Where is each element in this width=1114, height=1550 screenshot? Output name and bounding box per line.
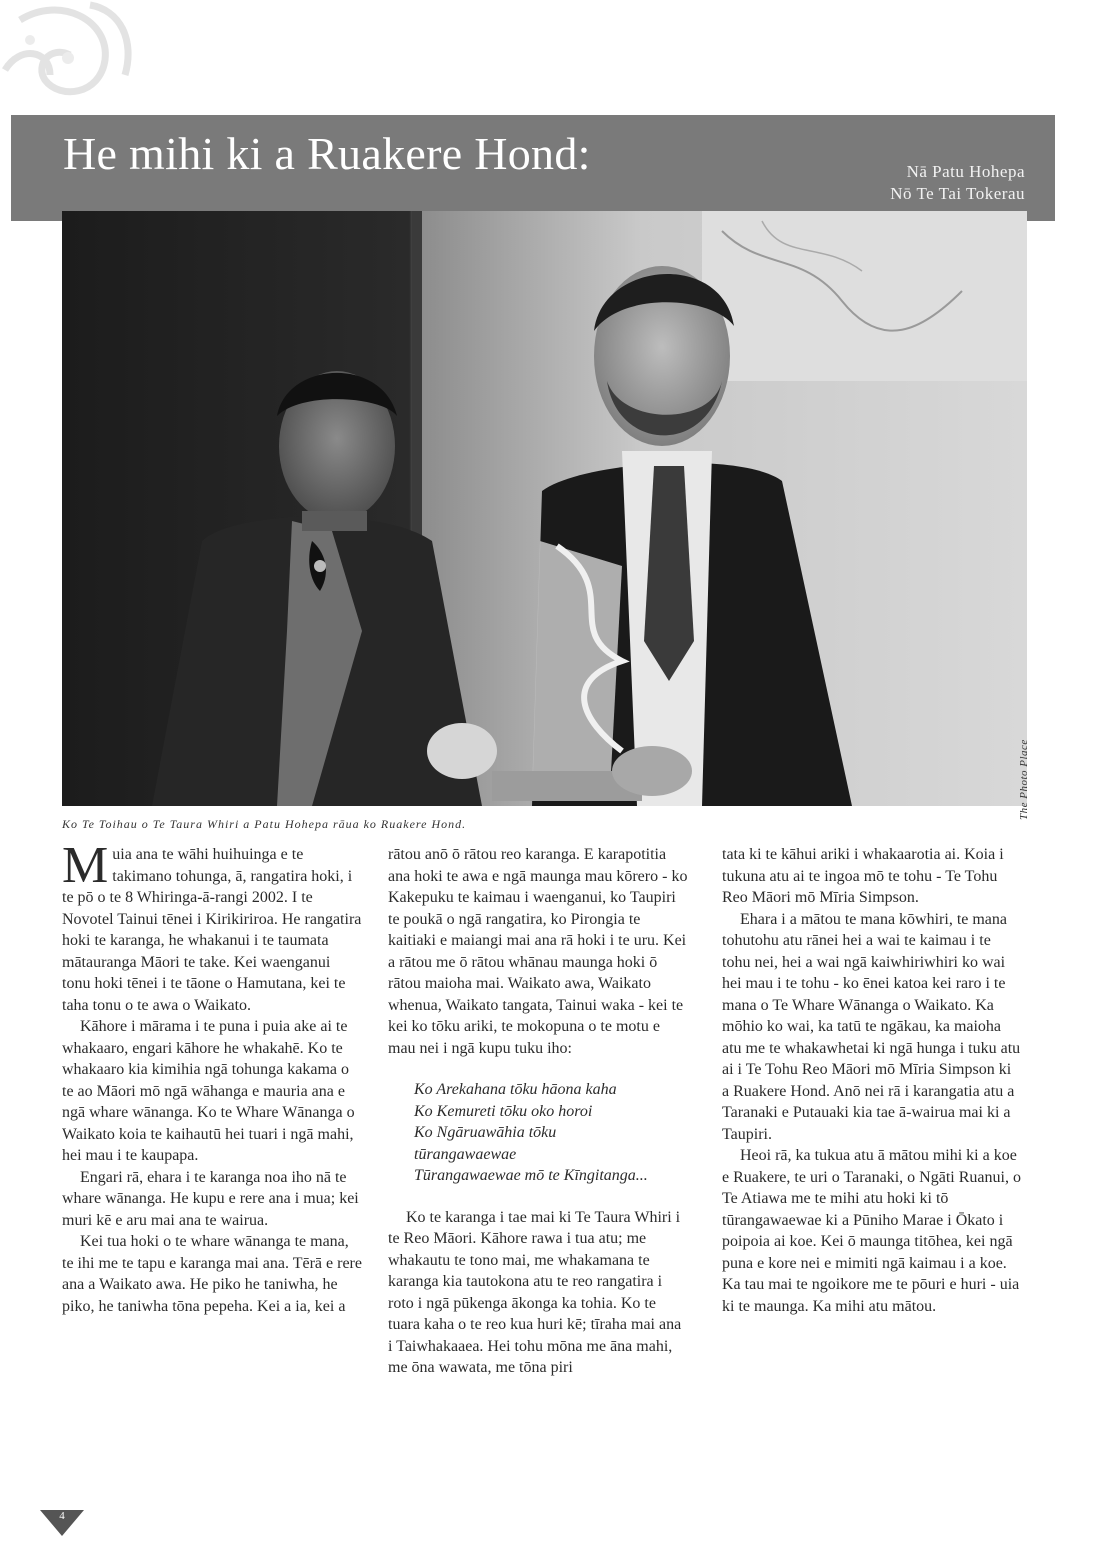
page-number-marker bbox=[40, 1510, 84, 1536]
paragraph: rātou anō ō rātou reo karanga. E karapotitia ana hoki te awa e ngā maunga mau kōrero - ko Kakepuku te kaimau i waenganui, ko Taupiri te poukā o ngā rangatira, ko Pirongia te kaitiaki e maiangi mai ana rā hoki i te uru. Kei a rātou me ō rātou whānau maunga hoki ō rātou maioha mai. Waikato awa, Waikato whenua, Waikato tangata, Tainui waka - kei te kei ko tōku ariki, te mokopuna o te motu e mau nei i ngā kupu tuku iho: bbox=[388, 846, 688, 1057]
poem-line: tūrangawaewae bbox=[414, 1145, 517, 1163]
title-banner bbox=[11, 115, 1055, 221]
paragraph: Ehara i a mātou te mana kōwhiri, te mana tohutohu atu rānei hei a wai te kaimau i te tohu nei, hei a wai ngā kaiwhiriwhiri ko wai hei mau i te tohu - ko ēnei katoa kei raro i te mana o Te Whare Wānanga o Waikato. Ka mōhio ko wai, ka tatū te ngākau, ka maioha atu me te whakawhetai ki ngā hunga i tuku atu ai i Te Tohu Reo Māori mō Mīria Simpson ki a Ruakere Hond. Anō nei rā i karangatia atu a Taranaki e Putauaki kia tae ā-wairua mai ki a Taupiri. bbox=[722, 910, 1021, 1143]
poem-line: Ko Kemureti tōku oko horoi bbox=[414, 1102, 593, 1120]
poem-line: Ko Ngāruawāhia tōku bbox=[414, 1124, 557, 1141]
paragraph: Heoi rā, ka tukua atu ā mātou mihi ki a koe e Ruakere, te uri o Taranaki, o Ngāti Ruanui, o Te Atiawa me te mihi atu hoki ki tō tūrangawaewae ki a Pūniho Marae i Ōkato i poipoia ai koe. Kei ō maunga titōhea, kei ngā puna e kore nei e mimiti ngā kaimau i a koe. Ka tau mai te ngoikore me te pōuri e huri - uia ki te maunga. Ka mihi atu mātou. bbox=[722, 1147, 1021, 1315]
paragraph: Kāhore i mārama i te puna i puia ake ai te whakaaro, engari kāhore he whakahē. Ko te whakaaro kia kimihia ngā tohunga kakama o te ao Māori mō ngā wāhanga e mauria ana e ngā whare wānanga. Ko te Whare Wānanga o Waikato koia te kaihautū hei tuari i ngā mahi, hei mau i te kaupapa. bbox=[62, 1018, 355, 1164]
poem-line: Ko Arekahana tōku hāona kaha bbox=[414, 1081, 617, 1098]
paragraph bbox=[62, 837, 362, 1016]
article-column-3 bbox=[722, 844, 1022, 1317]
article-title: He mihi ki a Ruakere Hond: bbox=[63, 128, 591, 179]
paragraph: Engari rā, ehara i te karanga noa iho nā te whare wānanga. He kupu e rere ana i mua; kei muri kē e aru mai ana te wairua. bbox=[62, 1168, 359, 1229]
article-photo bbox=[62, 211, 1027, 806]
photo-illustration bbox=[62, 211, 1027, 806]
paragraph: Kei tua hoki o te whare wānanga te mana, te ihi me te tapu e karanga mai ana. Tērā e rere ana a Waikato awa. He piko he taniwha, he piko, he taniwha tōna pepeha. Kei a ia, kei a bbox=[62, 1233, 362, 1315]
poem-line: Tūrangawaewae mō te Kīngitanga... bbox=[414, 1167, 648, 1184]
paragraph-text: uia ana te wāhi huihuinga e te takimano tohunga, ā, rangatira hoki, i te pō o te 8 Whiringa-ā-rangi 2002. I te Novotel Tainui tēnei i Kirikiriroa. He rangatira hoki te karanga, he whakanui i te taumata mātauranga Māori te take. Kei waenganui tonu hoki tēnei i te tāone o Hamutana, kei te taha tonu o te awa o Waikato. bbox=[62, 846, 362, 1014]
article-column-1 bbox=[62, 837, 362, 1317]
photo-credit bbox=[1018, 739, 1030, 820]
byline bbox=[890, 161, 1025, 205]
page-number: 4 bbox=[59, 1510, 65, 1522]
photo-caption: Ko Te Toihau o Te Taura Whiri a Patu Hohepa rāua ko Ruakere Hond. bbox=[62, 817, 467, 831]
koru-motif-graphic bbox=[0, 0, 140, 115]
paragraph: Ko te karanga i tae mai ki Te Taura Whiri i te Reo Māori. Kāhore rawa i tua atu; me whakautu te tono mai, me whakamana te karanga kia tautokona atu te reo rangatira i roto i ngā pūkenga ākonga ka tohia. Ko te tuara kaha o te reo kua huri kē; tīraha mai ana i Taiwhakaaea. Hei tohu mōna me āna mahi, me ōna wawata, me tōna piri bbox=[388, 1208, 682, 1376]
article-column-2 bbox=[388, 844, 688, 1379]
byline-region: Nō Te Tai Tokerau bbox=[890, 184, 1025, 203]
poem-quote bbox=[414, 1079, 688, 1187]
paragraph: tata ki te kāhui ariki i whakaarotia ai. Koia i tukuna atu ai te ingoa mō te tohu - Te Tohu Reo Māori mō Mīria Simpson. bbox=[722, 846, 1004, 906]
photo-credit-text: The Photo Place bbox=[1018, 739, 1030, 820]
drop-cap: M bbox=[62, 837, 109, 894]
byline-author: Nā Patu Hohepa bbox=[906, 162, 1025, 181]
